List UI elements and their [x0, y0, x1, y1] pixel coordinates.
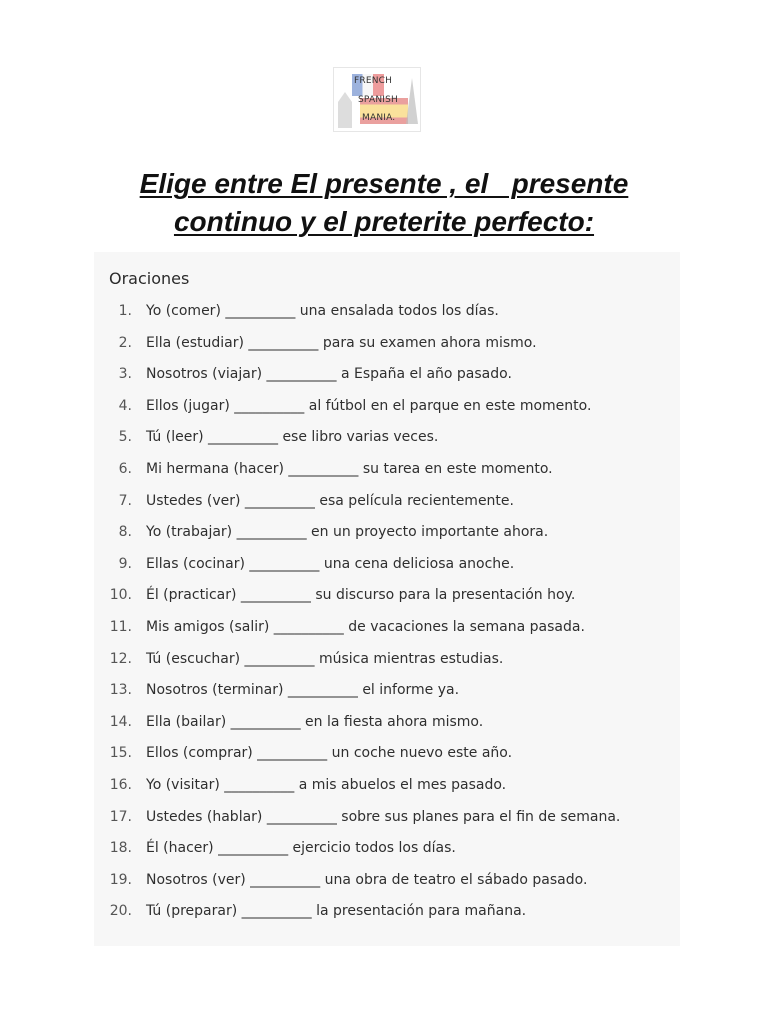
sentence-number: 7. [118, 492, 132, 509]
panel-heading: Oraciones [109, 269, 190, 288]
sentence-text: Tú (preparar) __________ la presentación para mañana. [146, 903, 527, 920]
sentence-text: Ellos (comprar) __________ un coche nuevo este año. [146, 745, 513, 762]
worksheet-title [0, 165, 768, 241]
title-line-2: continuo y el preterite perfecto: [173, 206, 595, 237]
sentence-number: 19. [109, 871, 132, 888]
sentence-item [94, 303, 620, 335]
sentence-number: 6. [118, 460, 132, 477]
sentence-number: 12. [109, 650, 132, 667]
sentence-text: Tú (escuchar) __________ música mientras estudias. [146, 650, 504, 667]
sentence-text: Ustedes (ver) __________ esa película recientemente. [146, 492, 514, 509]
sentence-list [94, 303, 620, 935]
sentence-text: Nosotros (viajar) __________ a España el año pasado. [146, 366, 512, 383]
sentences-panel [94, 252, 680, 946]
sentence-number: 11. [109, 618, 132, 635]
sentence-number: 20. [109, 903, 132, 920]
sentence-text: Yo (trabajar) __________ en un proyecto importante ahora. [146, 524, 549, 541]
sentence-item [94, 556, 620, 588]
sentence-text: Él (hacer) __________ ejercicio todos los días. [146, 840, 456, 857]
sentence-number: 8. [118, 524, 132, 541]
sentence-item [94, 493, 620, 525]
sentence-text: Tú (leer) __________ ese libro varias veces. [146, 429, 439, 446]
sentence-item [94, 745, 620, 777]
sentence-text: Mis amigos (salir) __________ de vacaciones la semana pasada. [146, 618, 585, 635]
sentence-number: 17. [109, 808, 132, 825]
sentence-item [94, 903, 620, 935]
logo-text-line3: MANIA. [362, 113, 396, 123]
sentence-item [94, 587, 620, 619]
sentence-item [94, 429, 620, 461]
sentence-number: 16. [109, 776, 132, 793]
sentence-number: 4. [118, 397, 132, 414]
sentence-item [94, 335, 620, 367]
sentence-text: Yo (comer) __________ una ensalada todos los días. [146, 303, 499, 319]
sentence-number: 13. [109, 682, 132, 699]
sentence-number: 5. [118, 429, 132, 446]
sentence-item [94, 524, 620, 556]
sentence-text: Nosotros (terminar) __________ el informe ya. [146, 682, 460, 699]
sentence-number: 10. [109, 587, 132, 604]
sentence-item [94, 682, 620, 714]
sentence-item [94, 366, 620, 398]
sentence-text: Él (practicar) __________ su discurso para la presentación hoy. [146, 587, 576, 604]
sentence-text: Ella (bailar) __________ en la fiesta ahora mismo. [146, 713, 484, 730]
sentence-item [94, 872, 620, 904]
logo-text-line2: SPANISH [358, 95, 398, 105]
sentence-number: 9. [118, 555, 132, 572]
sentence-item [94, 461, 620, 493]
sentence-item [94, 651, 620, 683]
sentence-item [94, 840, 620, 872]
sentence-text: Ellas (cocinar) __________ una cena deliciosa anoche. [146, 555, 515, 572]
title-line-1: Elige entre El presente , el presente [139, 168, 629, 199]
sentence-item [94, 714, 620, 746]
sentence-item [94, 809, 620, 841]
site-logo [333, 67, 421, 132]
sentence-item [94, 619, 620, 651]
sentence-text: Ella (estudiar) __________ para su examen ahora mismo. [146, 334, 537, 351]
logo-text-line1: FRENCH [354, 76, 393, 86]
sentence-number: 14. [109, 713, 132, 730]
sentence-number: 18. [109, 840, 132, 857]
sentence-text: Mi hermana (hacer) __________ su tarea en este momento. [146, 460, 553, 477]
sentence-item [94, 398, 620, 430]
sentence-text: Yo (visitar) __________ a mis abuelos el mes pasado. [146, 776, 507, 793]
eiffel-tower-graphic [406, 78, 418, 124]
sentence-number: 15. [109, 745, 132, 762]
sentence-text: Nosotros (ver) __________ una obra de teatro el sábado pasado. [146, 871, 588, 888]
sentence-text: Ustedes (hablar) __________ sobre sus planes para el fin de semana. [146, 808, 621, 825]
sentence-text: Ellos (jugar) __________ al fútbol en el parque en este momento. [146, 397, 592, 414]
building-graphic [338, 102, 352, 128]
sentence-number: 3. [118, 366, 132, 383]
sentence-number: 1. [118, 303, 132, 319]
sentence-item [94, 777, 620, 809]
sentence-number: 2. [118, 334, 132, 351]
